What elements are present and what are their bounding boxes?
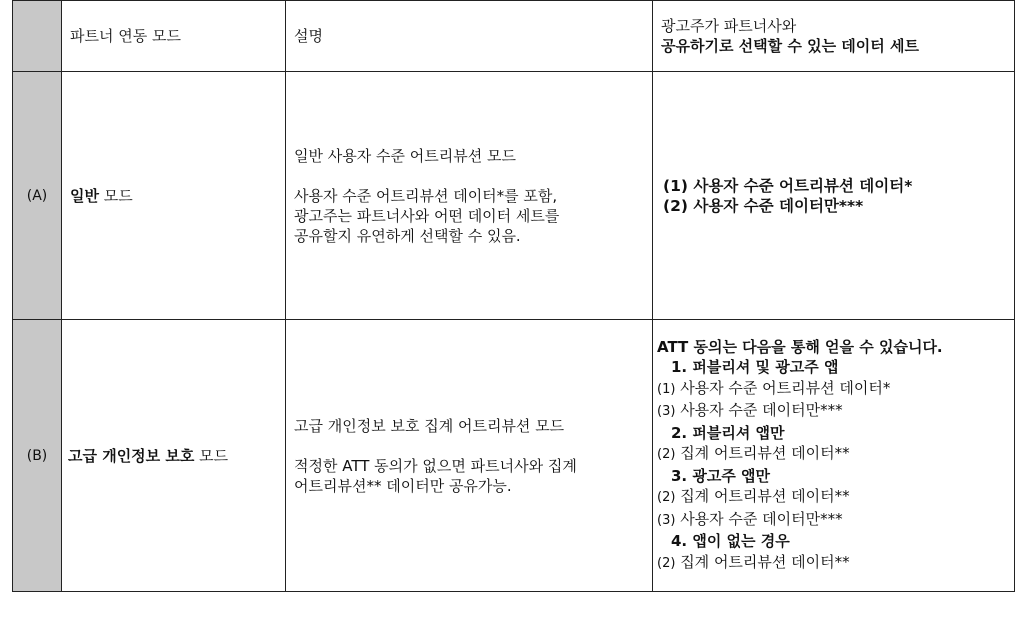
row-b-group-item [657,443,1012,466]
row-b-group-item [657,509,1012,532]
row-b-group-item-text: 사용자 수준 데이터만*** [675,401,843,420]
table-header-row [13,1,1015,72]
row-b-mode-bold: 고급 개인정보 보호 [68,446,195,465]
header-data-label-line2: 공유하기로 선택할 수 있는 데이터 세트 [661,37,919,55]
row-b-group-item-num: (1) [657,381,676,397]
row-b-group-item [657,378,1012,401]
row-b-desc-title [294,416,644,436]
row-b-group-heading: 3. 광고주 앱만 [671,466,771,485]
row-b-group-item-num: (2) [657,490,676,506]
row-a-tag: (A) [26,187,48,204]
row-b-data-cell [653,320,1015,592]
table-row-general-mode [13,72,1015,320]
row-a-data-item: (2) 사용자 수준 데이터만*** [663,196,864,215]
row-b-desc-line: 어트리뷰션** 데이터만 공유가능. [294,476,512,495]
partner-mode-table [12,0,1015,592]
row-b-desc-body [294,456,644,496]
header-tag-cell [13,1,62,72]
row-b-att-lead: ATT 동의는 다음을 통해 얻을 수 있습니다. [657,337,943,356]
row-b-group-item-num: (3) [657,512,676,528]
row-b-group-heading: 2. 퍼블리셔 앱만 [671,423,785,442]
row-b-group-item-num: (2) [657,447,676,463]
row-a-desc-line: 공유할지 유연하게 선택할 수 있음. [294,226,521,245]
row-a-data-item: (1) 사용자 수준 어트리뷰션 데이터* [663,176,913,195]
partner-mode-table-wrapper [12,0,1014,592]
row-b-group-item [657,486,1012,509]
row-b-group-item-text: 사용자 수준 데이터만*** [675,509,843,528]
row-a-mode-cell [62,72,286,320]
row-b-mode-cell [62,320,286,592]
row-b-group-item-text: 집계 어트리뷰션 데이터** [675,487,850,506]
row-a-desc-body [294,186,644,246]
row-b-desc-p1: 고급 개인정보 보호 집계 어트리뷰션 모드 [294,416,565,435]
row-b-group-item-text: 집계 어트리뷰션 데이터** [675,552,850,571]
table-row-advanced-privacy-mode [13,320,1015,592]
row-a-desc-title [294,146,644,166]
row-b-group-item-num: (3) [657,404,676,420]
header-data-label-line1: 광고주가 파트너사와 [661,17,797,35]
row-a-mode-rest: 모드 [98,186,133,205]
row-a-desc-p1: 일반 사용자 수준 어트리뷰션 모드 [294,146,516,165]
row-b-group-item [657,552,1012,575]
row-a-tag-cell [13,72,62,320]
row-b-mode-rest: 모드 [194,446,229,465]
row-a-data-cell [653,72,1015,320]
row-b-desc-line: 적정한 ATT 동의가 없으면 파트너사와 집계 [294,456,577,475]
header-mode-label: 파트너 연동 모드 [70,27,181,45]
row-b-group-heading: 1. 퍼블리셔 및 광고주 앱 [671,358,839,377]
row-b-tag-cell [13,320,62,592]
row-b-group-item [657,400,1012,423]
row-a-desc-line: 사용자 수준 어트리뷰션 데이터*를 포함, [294,186,558,205]
header-mode-cell [62,1,286,72]
row-b-group-item-text: 사용자 수준 어트리뷰션 데이터* [675,378,891,397]
row-b-group-item-text: 집계 어트리뷰션 데이터** [675,444,850,463]
row-b-desc-cell [286,320,653,592]
header-desc-label: 설명 [294,27,323,45]
row-a-desc-cell [286,72,653,320]
row-a-desc-line: 광고주는 파트너사와 어떤 데이터 세트를 [294,206,560,225]
header-desc-cell [286,1,653,72]
header-data-cell [653,1,1015,72]
row-b-group-heading: 4. 앱이 없는 경우 [671,532,790,551]
row-b-tag: (B) [26,447,48,464]
row-b-group-item-num: (2) [657,555,676,571]
row-a-mode-bold: 일반 [70,186,99,205]
